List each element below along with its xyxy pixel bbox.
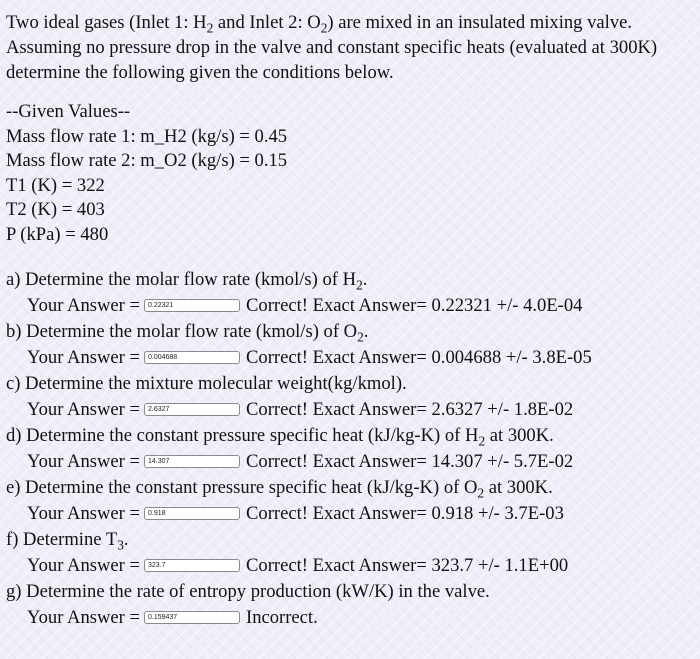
answer-label: Your Answer = xyxy=(27,294,140,316)
answer-row-c xyxy=(6,396,696,424)
problem-statement: Two ideal gases (Inlet 1: $H_2$ and Inlet 2: $O_2$) are mixed in an insulated mixing valve. Assuming no pressure drop in the valve and constant specific heats (evaluated at 300K) determine the following given the conditions below. xyxy=(6,12,658,83)
answer-row-d xyxy=(6,448,696,476)
question-e: e) Determine the constant pressure specific heat (kJ/kg-K) of $O_2$ at 300K. xyxy=(6,476,553,500)
answer-feedback-c: Correct! Exact Answer= 2.6327 +/- 1.8E-02 xyxy=(246,398,574,420)
answer-input-e[interactable]: 0.918 xyxy=(144,507,240,520)
answer-row-f xyxy=(6,552,696,580)
given-value-line: T1 (K) = 322 xyxy=(6,174,105,196)
answer-feedback-e: Correct! Exact Answer= 0.918 +/- 3.7E-03 xyxy=(246,502,564,524)
answer-label: Your Answer = xyxy=(27,346,140,368)
answer-input-a[interactable]: 0.22321 xyxy=(144,299,240,312)
answer-label: Your Answer = xyxy=(27,554,140,576)
given-value-line: P (kPa) = 480 xyxy=(6,223,109,245)
questions xyxy=(6,268,696,632)
answer-feedback-a: Correct! Exact Answer= 0.22321 +/- 4.0E-04 xyxy=(246,294,583,316)
given-value-line: T2 (K) = 403 xyxy=(6,199,105,221)
question-f: f) Determine $T_3$. xyxy=(6,528,129,552)
answer-row-e xyxy=(6,500,696,528)
given-value-line: Mass flow rate 2: m_O2 (kg/s) = 0.15 xyxy=(6,150,288,172)
answer-input-g[interactable]: 0.159437 xyxy=(144,611,240,624)
answer-row-a xyxy=(6,292,696,320)
given-values-header: --Given Values-- xyxy=(6,101,131,122)
answer-label: Your Answer = xyxy=(27,606,140,628)
answer-label: Your Answer = xyxy=(27,450,140,472)
answer-label: Your Answer = xyxy=(27,502,140,524)
answer-input-b[interactable]: 0.004688 xyxy=(144,351,240,364)
answer-feedback-d: Correct! Exact Answer= 14.307 +/- 5.7E-02 xyxy=(246,450,574,472)
problem-page xyxy=(6,10,696,632)
answer-row-b xyxy=(6,344,696,372)
answer-feedback-b: Correct! Exact Answer= 0.004688 +/- 3.8E-05 xyxy=(246,346,592,368)
given-values xyxy=(6,100,696,248)
question-d: d) Determine the constant pressure specific heat (kJ/kg-K) of $H_2$ at 300K. xyxy=(6,424,554,448)
given-value-line: Mass flow rate 1: m_H2 (kg/s) = 0.45 xyxy=(6,125,288,147)
answer-feedback-g: Incorrect. xyxy=(246,606,318,628)
answer-input-c[interactable]: 2.6327 xyxy=(144,403,240,416)
question-a: a) Determine the molar flow rate (kmol/s) of $H_2$. xyxy=(6,268,368,292)
question-c: c) Determine the mixture molecular weight(kg/kmol). xyxy=(6,372,407,394)
question-b: b) Determine the molar flow rate (kmol/s) of $O_2$. xyxy=(6,320,369,344)
answer-input-d[interactable]: 14.307 xyxy=(144,455,240,468)
answer-input-f[interactable]: 323.7 xyxy=(144,559,240,572)
answer-feedback-f: Correct! Exact Answer= 323.7 +/- 1.1E+00 xyxy=(246,554,569,576)
answer-label: Your Answer = xyxy=(27,398,140,420)
answer-row-g xyxy=(6,604,696,632)
question-g: g) Determine the rate of entropy production (kW/K) in the valve. xyxy=(6,580,490,602)
